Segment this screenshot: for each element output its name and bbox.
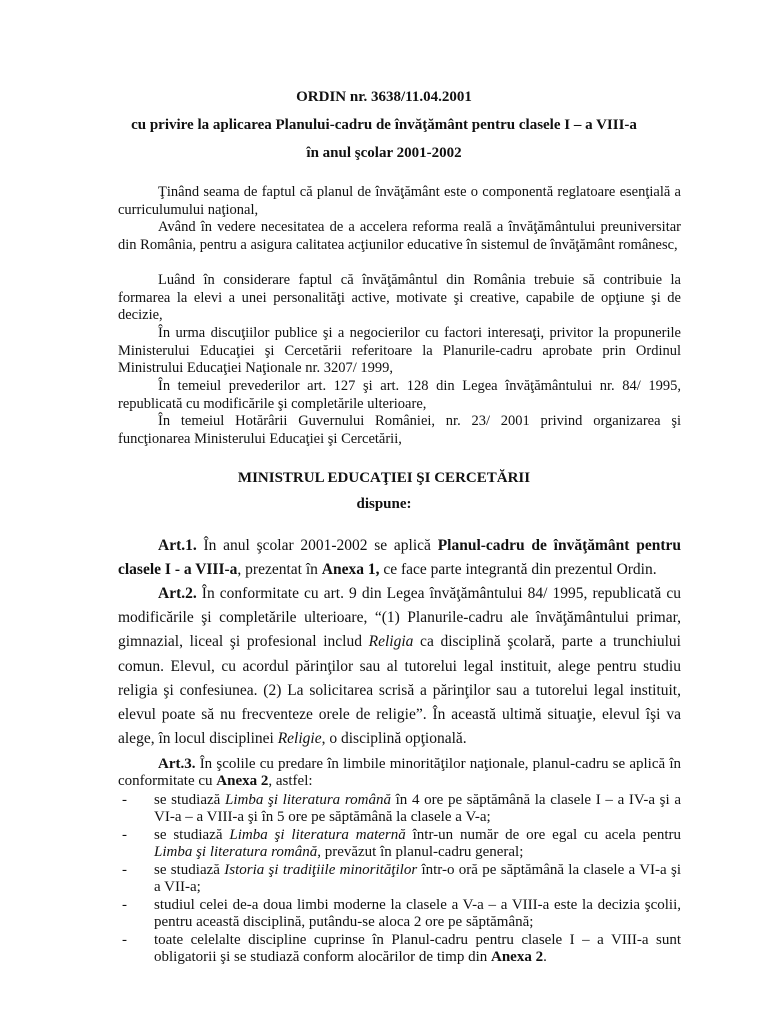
article-2-text: , o disciplină opţională. — [321, 730, 467, 748]
list-item-text: într-o oră pe săptămână la clasele a VI-a şi a VII-a; — [154, 862, 682, 896]
article-2-religion: Religia — [368, 633, 414, 651]
article-1-plan: Planul-cadru de învăţământ pentru clasele I - a VIII-a — [118, 537, 681, 579]
list-item — [118, 792, 681, 827]
article-2 — [118, 582, 681, 751]
list-item-subject: Istoria şi tradiţiile minorităţilor — [224, 862, 418, 878]
list-item-subject: Limba şi literatura română — [154, 844, 318, 861]
list-item-text: se studiază — [154, 862, 225, 878]
preamble-paragraph: Ţinând seama de faptul că planul de învăţământ este o componentă reglatoare esenţială a curriculumului naţional, — [118, 184, 681, 218]
bullet-dash: - — [122, 862, 127, 878]
article-1-label: Art.1. — [158, 537, 197, 554]
article-3-text: , astfel: — [268, 773, 313, 789]
preamble-paragraph: Luând în considerare faptul că învăţământul din România trebuie să contribuie la formarea la elevi a unei personalităţi active, motivate şi creative, capabile de opţiune şi de decizie, — [118, 272, 681, 324]
article-3-text: În şcolile cu predare în limbile minorităţilor naţionale, planul-cadru se aplică în conformitate cu — [118, 756, 681, 789]
bullet-dash: - — [122, 897, 127, 913]
list-item-text: în 4 ore pe săptămână la clasele I – a IV-a şi a VI-a – a VIII-a şi în 5 ore pe săptămână la clasele a V-a; — [154, 792, 681, 826]
list-item — [118, 862, 681, 897]
preamble-paragraph: În urma discuţiilor publice şi a negocierilor cu factori interesaţi, privitor la propunerile Ministerului Educaţiei şi Cercetării referitoare la Planurile-cadru aprobate prin Ordinul Ministrului Educaţiei Naţionale nr. 3207/ 1999, — [118, 325, 681, 377]
article-2-text: În conformitate cu art. 9 din Legea învăţământului 84/ 1995, republicată cu modificările şi completările ulterioare, “(1) Planurile-cadru ale învăţământului primar, gimnazial, liceal şi profesional includ — [118, 585, 681, 651]
list-item-text: toate celelalte discipline cuprinse în Planul-cadru pentru clasele I – a VIII-a sunt obligatorii şi se studiază conform alocărilor de timp din — [154, 932, 681, 966]
article-2-label: Art.2. — [158, 585, 197, 602]
preamble-paragraph: În temeiul Hotărârii Guvernului României, nr. 23/ 2001 privind organizarea şi funcţionarea Ministerului Educaţiei şi Cercetării, — [118, 413, 681, 447]
article-3 — [118, 756, 681, 790]
article-3-label: Art.3. — [158, 756, 196, 772]
disposes-heading: dispune: — [356, 496, 412, 512]
list-item-text: se studiază — [154, 792, 225, 808]
article-2-religion-subject: Religie — [277, 730, 322, 748]
list-item-text: într-un număr de ore egal cu acela pentru — [405, 827, 681, 843]
bullet-dash: - — [122, 792, 127, 808]
order-subtitle: cu privire la aplicarea Planului-cadru de învăţământ pentru clasele I – a VIII-a — [131, 117, 637, 133]
bullet-dash: - — [122, 827, 127, 843]
article-1-text: În anul şcolar 2001-2002 se aplică — [196, 537, 438, 554]
article-1-text: ce face parte integrantă din prezentul Ordin. — [379, 561, 657, 579]
article-1-annex: Anexa 1, — [321, 561, 380, 579]
list-item-annex: Anexa 2 — [491, 949, 544, 966]
article-1 — [118, 534, 681, 582]
list-item-text: , prevăzut în planul-cadru general; — [317, 844, 524, 861]
list-item — [118, 932, 681, 967]
list-item-subject: Limba şi literatura maternă — [229, 827, 406, 843]
list-item-text: studiul celei de-a doua limbi moderne la clasele a V-a – a VIII-a este la decizia şcolii, pentru această disciplină, putându-se aloca 2 ore pe săptămână; — [154, 897, 681, 931]
bullet-dash: - — [122, 932, 127, 948]
school-year: în anul şcolar 2001-2002 — [306, 145, 462, 161]
list-item — [118, 827, 681, 862]
list-item-subject: Limba şi literatura română — [224, 792, 391, 808]
minister-heading: MINISTRUL EDUCAŢIEI ŞI CERCETĂRII — [237, 470, 531, 486]
article-3-annex: Anexa 2 — [216, 773, 269, 789]
article-2-text: ca disciplină şcolară, parte a trunchiului comun. Elevul, cu acordul părinţilor sau al tutorelui legal instituit, alege pentru studiu religia şi confesiunea. (2) La solicitarea scrisă a părinţilor sau a tutorelui legal instituit, elevul poate să nu frecventeze orele de religie”. În această ultimă situaţie, elevul îşi va alege, în locul disciplinei — [118, 633, 681, 748]
preamble-paragraph: Având în vedere necesitatea de a accelera reforma reală a învăţământului preuniversitar din România, pentru a asigura calitatea acţiunilor educative în sistemul de învăţământ românesc, — [118, 219, 681, 253]
list-item — [118, 897, 681, 932]
article-1-text: , prezentat în — [237, 561, 322, 579]
list-item-text: se studiază — [154, 827, 230, 843]
list-item-text: . — [543, 949, 547, 966]
preamble-paragraph: În temeiul prevederilor art. 127 şi art. 128 din Legea învăţământului nr. 84/ 1995, republicată cu modificările şi completările ulterioare, — [118, 378, 681, 412]
order-title: ORDIN nr. 3638/11.04.2001 — [296, 89, 472, 105]
